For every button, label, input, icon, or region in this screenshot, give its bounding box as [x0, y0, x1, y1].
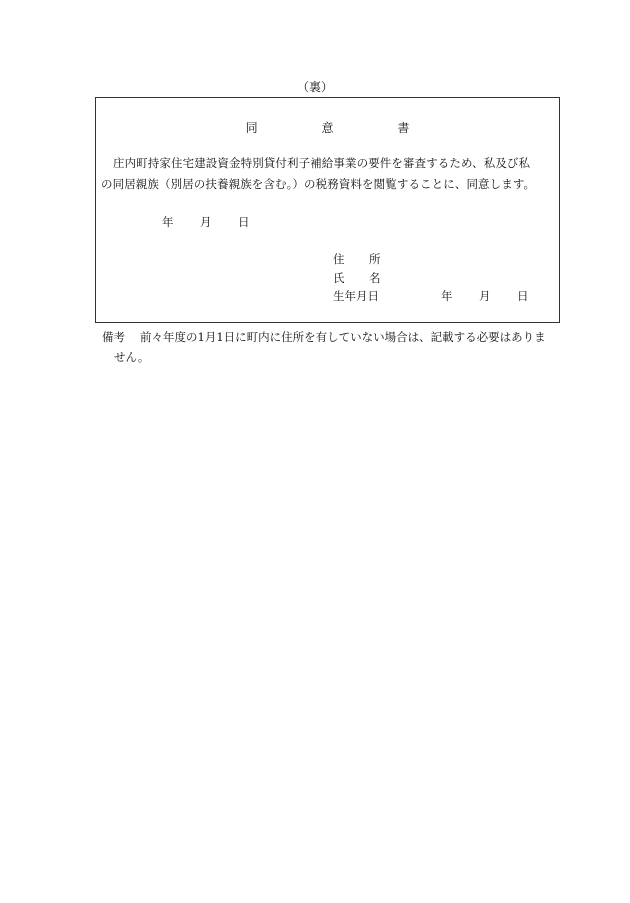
name-label: 氏 名 — [333, 270, 381, 285]
remarks-line-2: せん。 — [114, 350, 150, 364]
birth-year-label: 年 — [441, 289, 453, 303]
consent-date — [162, 214, 276, 230]
consent-statement-line-2: の同居親族（別居の扶養親族を含む。）の税務資料を閲覧することに、同意します。 — [101, 177, 536, 191]
date-day-label: 日 — [238, 215, 250, 229]
remarks-heading: 備考 — [102, 330, 125, 344]
consent-statement — [101, 153, 556, 195]
title-char-3: 書 — [397, 121, 410, 135]
date-month-label: 月 — [200, 215, 212, 229]
page-side-label: （裏） — [296, 80, 333, 94]
document-title — [96, 120, 559, 136]
consent-statement-line-1: 庄内町持家住宅建設資金特別貸付利子補給事業の要件を審査するため、私及び私 — [113, 156, 531, 170]
address-label: 住 所 — [333, 252, 381, 266]
remarks-line-1 — [102, 327, 572, 347]
consent-form-box — [95, 97, 560, 323]
birthdate-row — [333, 287, 555, 306]
title-char-1: 同 — [245, 121, 258, 135]
birthdate-fields — [441, 289, 555, 303]
birth-month-label: 月 — [479, 289, 491, 303]
signature-block — [333, 250, 555, 306]
address-row — [333, 250, 555, 269]
name-row — [333, 269, 555, 288]
title-char-2: 意 — [321, 121, 334, 135]
remarks-text-1: 前々年度の1月1日に町内に住所を有していない場合は、記載する必要はありま — [140, 330, 546, 344]
remarks-note — [102, 327, 572, 367]
date-year-label: 年 — [162, 215, 174, 229]
birthdate-label: 生年月日 — [333, 289, 379, 303]
birth-day-label: 日 — [517, 289, 529, 303]
